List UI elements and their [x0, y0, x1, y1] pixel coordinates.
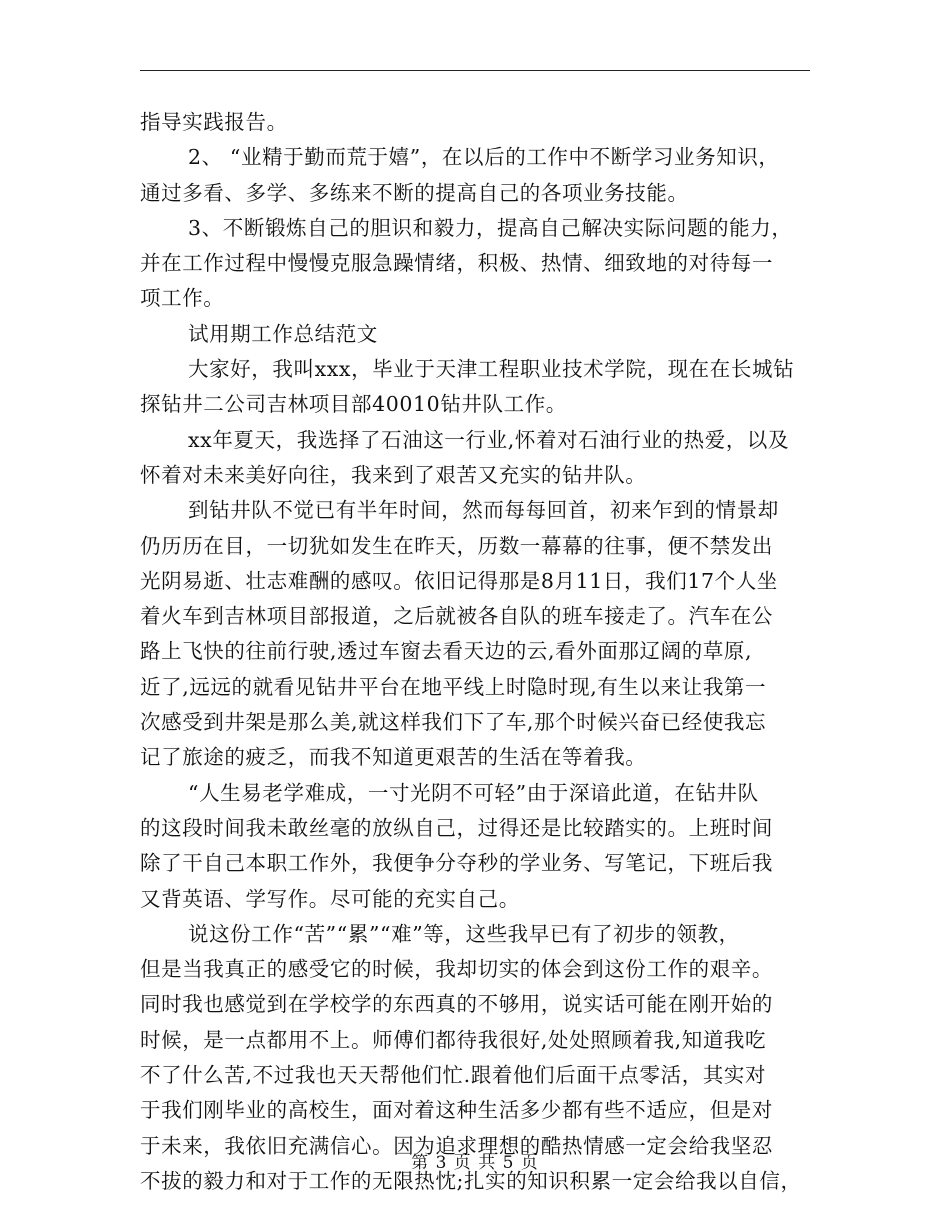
- text-line: xx年夏天，我选择了石油这一行业,怀着对石油行业的热爱，以及: [188, 427, 790, 452]
- text-line: 探钻井二公司吉林项目部40010钻井队工作。: [140, 392, 567, 417]
- text-line: 3、不断锻炼自己的胆识和毅力，提高自己解决实际问题的能力，: [188, 215, 793, 240]
- text-line: 不了什么苦,不过我也天天帮他们忙.跟着他们后面干点零活，其实对: [140, 1063, 767, 1088]
- body-text: [140, 105, 810, 1199]
- text-line: 于未来，我依旧充满信心。因为追求理想的酷热情感一定会给我坚忍: [140, 1133, 773, 1158]
- text-line: 的这段时间我未敢丝毫的放纵自己，过得还是比较踏实的。上班时间: [140, 815, 773, 840]
- text-line: 指导实践报告。: [140, 110, 288, 134]
- page-footer: [0, 1148, 950, 1173]
- text-line: 通过多看、多学、多练来不断的提高自己的各项业务技能。: [140, 180, 689, 205]
- section-heading: 试用期工作总结范文: [188, 321, 378, 346]
- text-line: 同时我也感觉到在学校学的东西真的不够用，说实话可能在刚开始的: [140, 992, 773, 1017]
- text-line: 近了,远远的就看见钻井平台在地平线上时隐时现,有生以来让我第一: [140, 674, 767, 699]
- text-line: 到钻井队不觉已有半年时间，然而每每回首，初来乍到的情景却: [188, 498, 779, 523]
- text-line: 除了干自己本职工作外，我便争分夺秒的学业务、写笔记，下班后我: [140, 851, 773, 876]
- text-line: 时候，是一点都用不上。师傅们都待我很好,处处照顾着我,知道我吃: [140, 1027, 767, 1052]
- text-line: 次感受到井架是那么美,就这样我们下了车,那个时候兴奋已经使我忘: [140, 710, 767, 735]
- text-line: 仍历历在目，一切犹如发生在昨天，历数一幕幕的往事，便不禁发出: [140, 533, 773, 558]
- text-line: 着火车到吉林项目部报道，之后就被各自队的班车接走了。汽车在公: [140, 604, 773, 629]
- text-line: 项工作。: [140, 286, 225, 311]
- text-line: 并在工作过程中慢慢克服急躁情绪，积极、热情、细致地的对待每一: [140, 251, 773, 276]
- text-line: 于我们刚毕业的高校生，面对着这种生活多少都有些不适应，但是对: [140, 1098, 773, 1123]
- header-rule: [140, 70, 810, 71]
- text-line: 不拔的毅力和对于工作的无限热忱;扎实的知识积累一定会给我以自信，: [140, 1168, 802, 1193]
- text-line: 路上飞快的往前行驶,透过车窗去看天边的云,看外面那辽阔的草原,: [140, 639, 753, 664]
- text-line: 说这份工作“苦”“累”“难”等，这些我早已有了初步的领教，: [188, 921, 740, 946]
- text-line: 大家好，我叫xxx，毕业于天津工程职业技术学院，现在在长城钻: [188, 357, 795, 382]
- page-number-label: 第 3 页 共 5 页: [411, 1153, 539, 1173]
- text-line: 但是当我真正的感受它的时候，我却切实的体会到这份工作的艰辛。: [140, 957, 773, 982]
- text-line: 怀着对未来美好向往，我来到了艰苦又充实的钻井队。: [140, 462, 647, 487]
- text-line: “人生易老学难成，一寸光阴不可轻”由于深谙此道，在钻井队: [188, 780, 759, 805]
- text-line: 2、 “业精于勤而荒于嬉”，在以后的工作中不断学习业务知识，: [188, 145, 780, 170]
- text-line: 记了旅途的疲乏，而我不知道更艰苦的生活在等着我。: [140, 745, 647, 770]
- text-line: 又背英语、学写作。尽可能的充实自己。: [140, 886, 520, 911]
- text-line: 光阴易逝、壮志难酬的感叹。依旧记得那是8月11日，我们17个人坐: [140, 568, 778, 593]
